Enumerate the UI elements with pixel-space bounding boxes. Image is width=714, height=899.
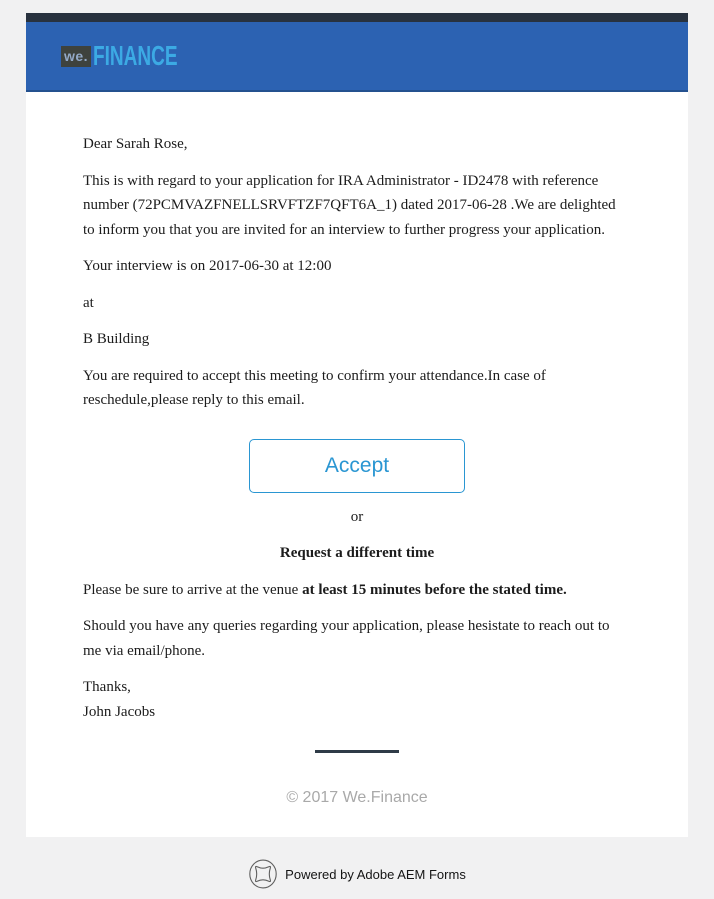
powered-by-footer [0, 859, 714, 889]
application-paragraph: This is with regard to your application for IRA Administrator - ID2478 with reference number (72PCMVAZFNELLSRVFTZF7QFT6A_1) dated 2017-06-28 .We are delighted to inform you that you are invited for an interview to further progress your application. [83, 172, 616, 238]
at-text: at [83, 294, 94, 311]
arrive-paragraph [83, 578, 631, 603]
footer-divider-line [315, 750, 399, 753]
sender-name-text: John Jacobs [83, 703, 156, 720]
arrive-prefix-text: Please be sure to arrive at the venue [83, 581, 303, 598]
accept-button-row [83, 439, 631, 493]
logo-finance-text: FINANCE [93, 40, 178, 71]
accept-button[interactable]: Accept [249, 439, 465, 493]
location-text: B Building [83, 331, 150, 347]
confirm-paragraph: You are required to accept this meeting to confirm your attendance.In case of reschedule,please reply to this email. [83, 367, 546, 408]
request-different-time-link[interactable]: Request a different time [279, 545, 435, 561]
arrive-bold-text: at least 15 minutes before the stated time. [302, 581, 567, 598]
thanks-text: Thanks, [83, 679, 131, 695]
copyright-text: © 2017 We.Finance [286, 789, 428, 806]
email-card [26, 13, 688, 837]
powered-by-text: Powered by Adobe AEM Forms [285, 866, 466, 882]
interview-datetime-text: Your interview is on 2017-06-30 at 12:00 [83, 258, 332, 274]
queries-paragraph: Should you have any queries regarding your application, please hesistate to reach out to me via email/phone. [83, 618, 610, 659]
greeting-text: Dear Sarah Rose, [83, 136, 188, 152]
or-text: or [350, 508, 364, 525]
email-body [26, 92, 688, 837]
header-top-strip [26, 13, 688, 22]
signature-block [83, 675, 631, 724]
brand-banner [26, 22, 688, 92]
logo-we-badge: we. [61, 46, 91, 67]
we-finance-logo [61, 40, 218, 71]
aem-forms-icon [248, 859, 278, 889]
